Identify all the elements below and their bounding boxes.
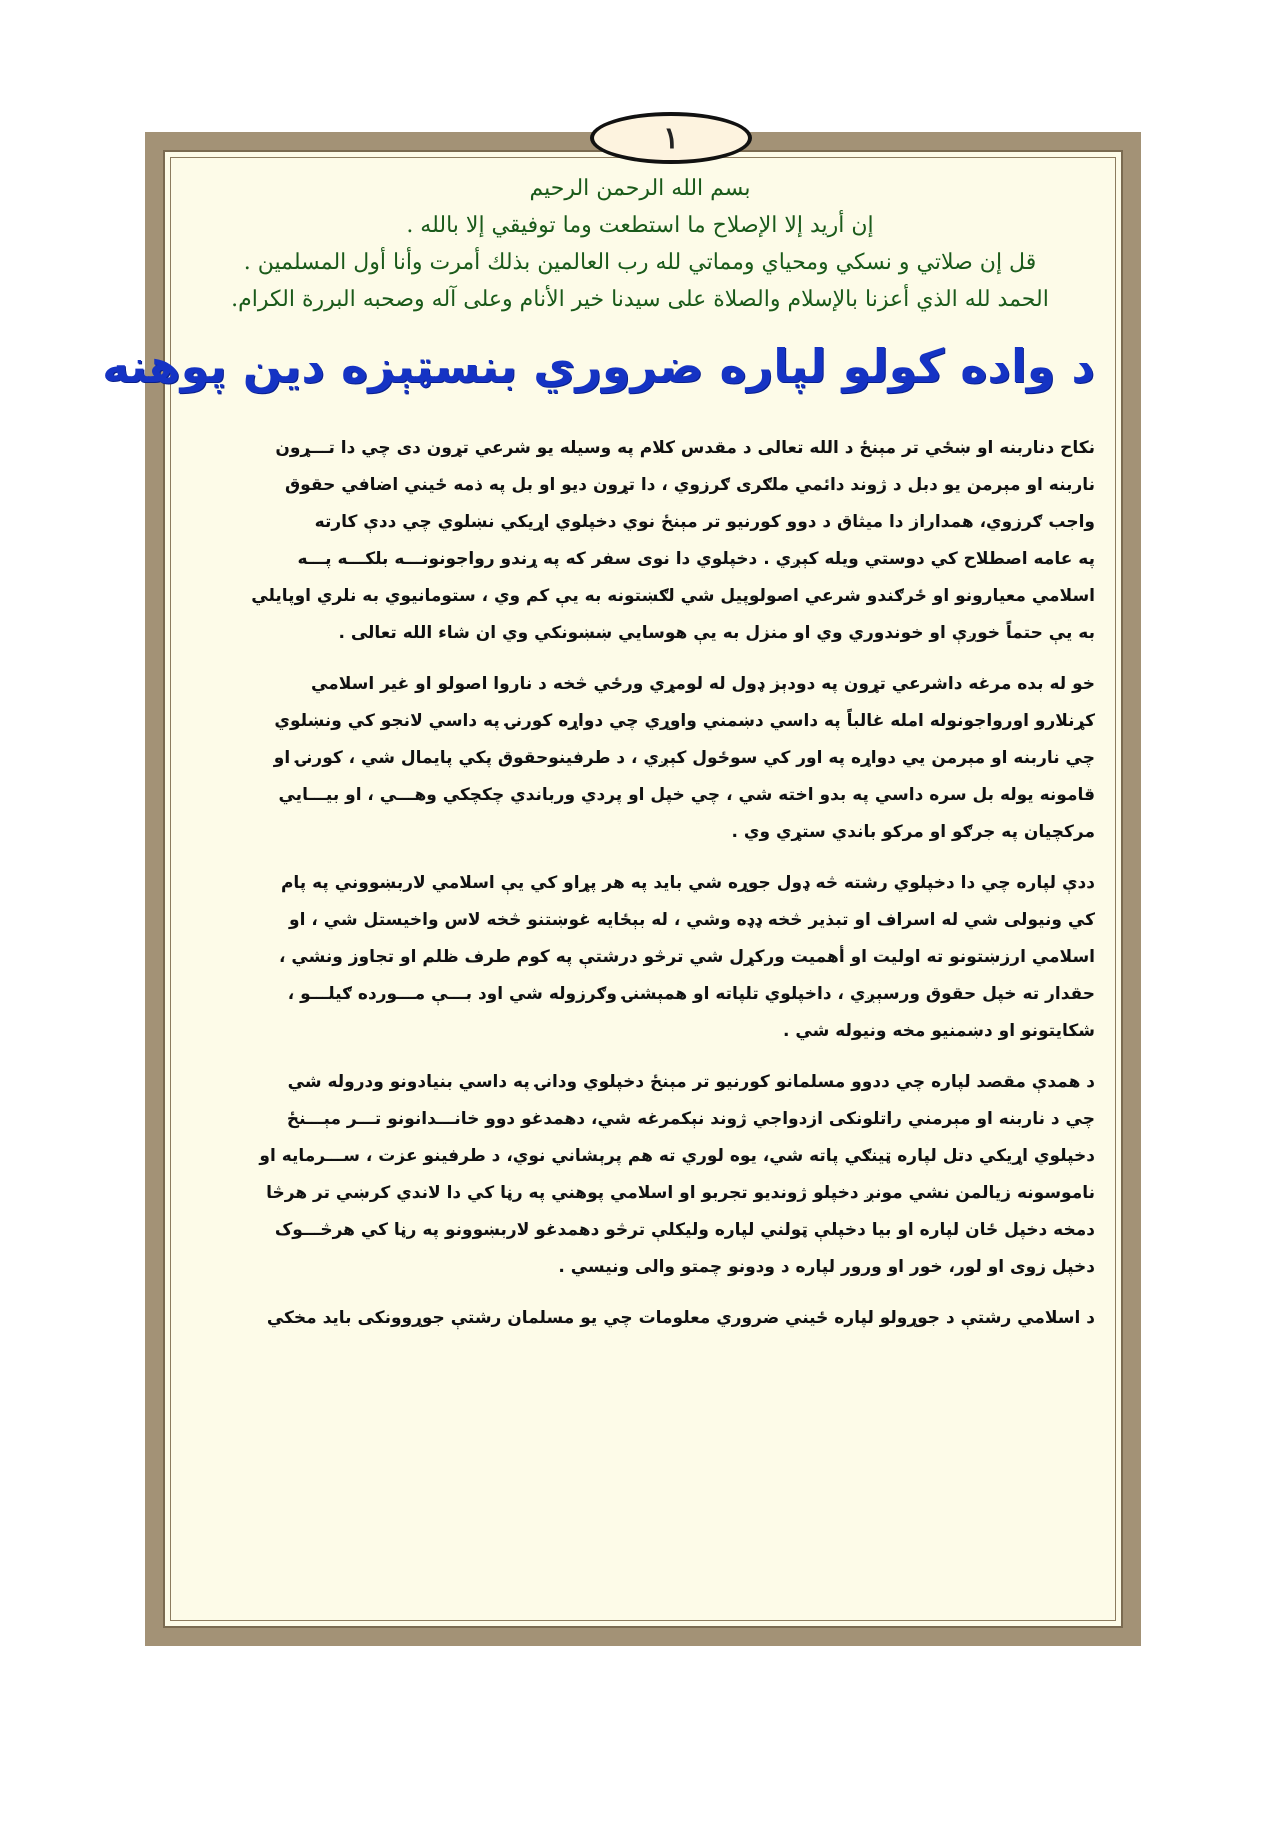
text-line: اسلامي ارزښتونو ته اوليت او أهميت وركړل شي ترڅو درشتې په كوم طرف ظلم او تجاوز ونشي ،: [279, 947, 1095, 967]
paragraph-2: [185, 666, 1095, 851]
header-line: الحمد لله الذي أعزنا بالإسلام والصلاة على سيدنا خير الأنام وعلى آله وصحبه البررة الكرام.: [231, 287, 1049, 312]
page-number: ١: [662, 120, 680, 156]
page-number-badge: [590, 112, 752, 164]
header-invocations: [185, 170, 1095, 318]
text-line: خو له بده مرغه داشرعي تړون په دودېز ډول له لومړي ورځي څخه د ناروا اصولو او غير اسلامي: [310, 674, 1095, 694]
text-line: شكايتونو او دښمنيو مخه ونيوله شي .: [783, 1021, 1095, 1041]
text-line: د اسلامي رشتې د جوړولو لپاره ځيني ضروري معلومات چي يو مسلمان رشتې جوړوونكی بايد مخكي: [266, 1308, 1095, 1328]
paragraph-3: [185, 865, 1095, 1050]
text-line: حقدار ته خپل حقوق ورسېږي ، داخپلوي تلپاته او همېشنۍ وګرزوله شي اود بـــې مـــورده ګيلـــو ،: [287, 984, 1095, 1004]
text-line: چي ناربنه او مېرمن يي دواړه په اور كي سوځول كېږي ، د طرفينوحقوق پكي پايمال شي ، كورنۍ او: [273, 748, 1095, 768]
text-line: ناربنه او مېرمن يو دبل د ژوند دائمي ملګری ګرزوي ، دا تړون ديو او بل په ذمه ځيني اضافي حقوق: [284, 475, 1095, 495]
text-line: قامونه يوله بل سره داسي په بدو اخته شي ، چي خپل او پردي ورباندي چكچكي وهـــي ، او بيـــايي: [278, 785, 1095, 805]
text-line: د همدې مقصد لپاره چي ددوو مسلمانو كورنيو تر مېنځ دخپلوي ودانۍ په داسي بنيادونو ودروله شي: [287, 1072, 1095, 1092]
text-line: كي ونيولی شي له اسراف او تبذير څخه ډډه وشي ، له بېځايه غوښتنو څخه لاس واخيستل شي ، او: [289, 910, 1095, 930]
header-line: بسم الله الرحمن الرحيم: [529, 176, 751, 201]
text-line: چي د ناربنه او مېرمني راتلونكی ازدواجي ژوند نېكمرغه شي، دهمدغو دوو خانـــدانونو تـــر مېـــنځ: [286, 1109, 1095, 1129]
paragraph-5: [185, 1300, 1095, 1337]
text-line: مركچيان په جرګو او مركو باندي ستړي وي .: [731, 822, 1095, 842]
text-line: ددې لپاره چي دا دخپلوي رشته څه ډول جوړه شي بايد په هر پړاو كي يې اسلامي لاربښووني په پام: [280, 873, 1095, 893]
text-line: ناموسونه زيالمن نشي مونږ دخپلو ژونديو تجربو او اسلامي پوهني په رڼا كي دا لاندي كرښي تر هرڅا: [266, 1183, 1095, 1203]
text-line: كړنلارو اورواجونوله امله غالباً په داسي دښمني واوړي چي دواړه كورنۍ په داسي لانجو كي ونښلوي: [274, 711, 1095, 731]
page-content: [102, 170, 1095, 1351]
text-line: دخپلوي اړيكي دتل لپاره ټينګي پاته شي، يوه لوري ته هم پرېشاني نوي، د طرفينو عزت ، ســـرمايه او: [259, 1146, 1095, 1166]
page-title: د واده کولو لپاره ضروري بنسټېزه دين پوهنه: [102, 339, 1095, 393]
text-line: دمخه دخپل ځان لپاره او بيا دخپلې ټولني لپاره وليكلې ترڅو دهمدغو لاربښوونو په رڼا كي هرڅـــوک: [274, 1220, 1095, 1240]
text-line: دخپل زوی او لور، خور او ورور لپاره د ودونو چمتو والی ونيسي .: [558, 1257, 1095, 1277]
paragraph-1: [185, 430, 1095, 652]
text-line: اسلامي معيارونو او ځرګندو شرعي اصولوپيل شي لګښتونه به يې كم وي ، ستومانيوي به نلري اوپايلي: [251, 586, 1095, 606]
header-line: إن أريد إلا الإصلاح ما استطعت وما توفيقي إلا بالله .: [406, 213, 874, 238]
paragraph-4: [185, 1064, 1095, 1286]
text-line: واجب ګرزوي، همداراز دا ميثاق د دوو كورنيو تر مېنځ نوي دخپلوي اړيكي نښلوي چي ددې كارته: [314, 512, 1095, 532]
text-line: به يې حتماً خوږې او خوندوري وي او منزل به يې هوسايي ښښونكي وي ان شاء الله تعالی .: [338, 623, 1095, 643]
text-line: نكاح دناربنه او ښځي تر مېنځ د الله تعالی د مقدس كلام په وسيله يو شرعي تړون دی چي دا تـــړون: [275, 438, 1095, 458]
header-line: قل إن صلاتي و نسكي ومحياي ومماتي لله رب العالمين بذلك أمرت وأنا أول المسلمين .: [243, 250, 1037, 275]
text-line: په عامه اصطلاح كي دوستي ويله كېږي . دخپلوي دا نوی سفر كه په ړندو رواجونونـــه بلكـــه پـــه: [297, 549, 1095, 569]
